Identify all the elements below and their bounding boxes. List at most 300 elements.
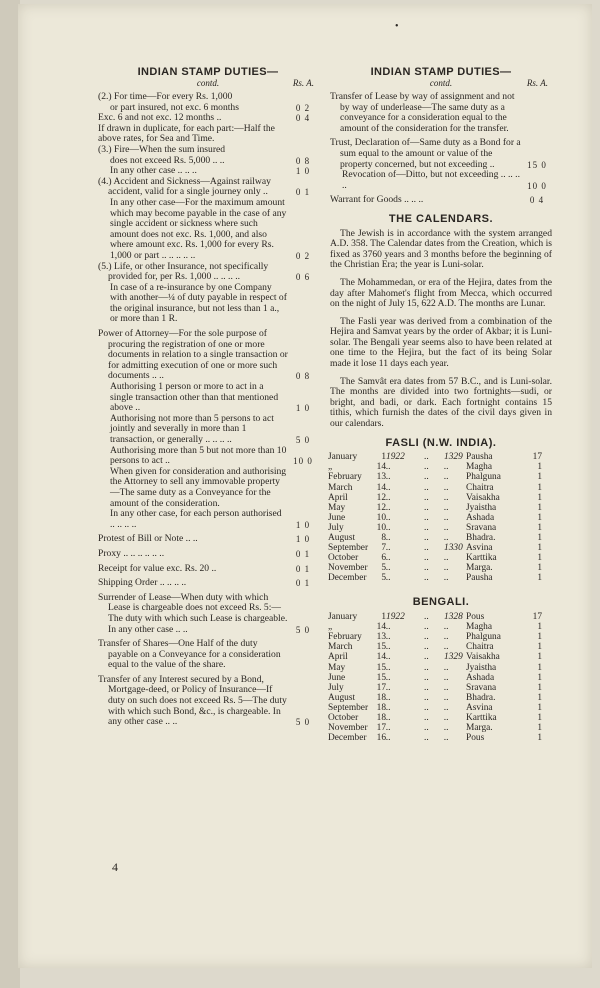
duty-entry (98, 446, 318, 467)
duty-entry (330, 92, 552, 134)
calendar-cell: .. (444, 672, 449, 683)
calendar-cell: 1 (537, 522, 542, 533)
right-contd: contd. (429, 78, 453, 88)
calendar-cell: .. (444, 532, 449, 543)
calendar-row (328, 493, 542, 503)
calendar-row (328, 513, 542, 523)
duty-text: Trust, Declaration of—Same duty as a Bond for a sum equal to the amount or value of the property concerned, but not exceeding .. (330, 137, 521, 170)
duty-text: In case of a re-insurance by one Company with another—¼ of duty payable in respect of the original insurance, but not less than 1 a., or more than 1 R. (110, 281, 287, 325)
duty-entry (98, 675, 318, 728)
duty-entry (98, 564, 318, 575)
calendar-cell: 1 (537, 573, 542, 584)
calendar-cell: Sravana (466, 682, 497, 693)
calendar-cell: .. (386, 682, 391, 693)
page-number: 4 (112, 860, 118, 874)
calendar-cell: Magha (466, 622, 493, 633)
calendar-cell: Bhadra. (466, 532, 496, 543)
calendar-cell: 1 (537, 662, 542, 673)
calendar-cell: .. (444, 632, 449, 643)
duty-entry (98, 92, 318, 103)
calendar-cell: .. (424, 482, 429, 493)
calendar-cell: Jyaistha (466, 502, 497, 513)
left-subheading (98, 78, 318, 88)
duty-text: In any other case, for each person authorised .. .. .. .. (110, 508, 282, 530)
calendar-row (328, 533, 542, 543)
calendar-cell: 1328 (444, 612, 463, 623)
calendar-cell: .. (444, 472, 449, 483)
duty-text: Transfer of Shares—One Half of the duty payable on a Conveyance for a consideration equal to the value of the share. (98, 638, 281, 671)
calendar-cell: .. (424, 492, 429, 503)
duty-text: Proxy .. .. .. .. .. .. (98, 547, 165, 559)
calendar-cell: 1 (537, 622, 542, 633)
calendar-cell: .. (444, 573, 449, 584)
calendar-cell: 1 (537, 733, 542, 744)
calendar-cell: Asvina (466, 702, 493, 713)
calendar-cell: 1 (537, 512, 542, 523)
duty-text: Exc. 6 and not exc. 12 months .. (98, 112, 222, 124)
duty-amount: 0 8 (295, 155, 311, 166)
duty-entry (330, 195, 552, 206)
duty-entry (98, 329, 318, 382)
calendar-row (328, 573, 542, 583)
calendar-cell: .. (424, 462, 429, 473)
duty-amount: 5 0 (295, 717, 311, 728)
calendar-cell: .. (424, 543, 429, 554)
duty-text: (5.) Life, or other Insurance, not specifically provided for, per Rs. 1,000 .. .. .. .. (98, 260, 269, 283)
duty-text: Surrender of Lease—When duty with which Lease is chargeable does not exceed Rs. 5:—The duty with which such Lease is chargeable. In any other case .. .. (98, 591, 288, 635)
duty-amount: 10 0 (293, 456, 313, 467)
duty-amount: 0 2 (295, 250, 311, 261)
calendars-heading: THE CALENDARS. (388, 212, 494, 225)
duty-entry (98, 414, 318, 446)
calendar-cell: Asvina (466, 543, 493, 554)
calendar-cell: 8 (381, 532, 386, 543)
calendar-cell: .. (424, 632, 429, 643)
calendar-cell: .. (444, 662, 449, 673)
duty-text: Authorising not more than 5 persons to act jointly and severally in more than 1 transaction, or generally .. .. .. .. (110, 412, 274, 445)
calendar-cell: „ (328, 462, 333, 473)
calendar-cell: .. (444, 563, 449, 574)
calendar-cell: .. (424, 532, 429, 543)
fasli-table (328, 452, 542, 583)
calendar-row (328, 713, 542, 723)
calendar-cell: 1 (537, 502, 542, 513)
calendar-cell: 1 (537, 632, 542, 643)
calendar-cell: Pausha (466, 573, 493, 584)
calendar-cell: .. (444, 522, 449, 533)
calendar-cell: .. (386, 482, 391, 493)
calendar-cell: .. (424, 652, 429, 663)
calendar-cell: .. (386, 522, 391, 533)
calendar-row (328, 663, 542, 673)
calendar-cell: „ (328, 622, 333, 633)
duty-text: Power of Attorney—For the sole purpose of procuring the registration of one or more documents in relation to a single transaction or for admitting execution of one or more such documents .. .. (98, 328, 288, 382)
calendar-cell: .. (424, 642, 429, 653)
calendar-cell: .. (386, 672, 391, 683)
calendar-cell: .. (424, 672, 429, 683)
calendar-cell: .. (386, 462, 391, 473)
duty-text: In any other case .. .. .. (110, 165, 197, 177)
calendar-cell: Bhadra. (466, 692, 496, 703)
page-mark: • (395, 21, 399, 32)
calendar-cell: 10 (376, 522, 386, 533)
calendar-cell: .. (424, 563, 429, 574)
calendar-cell: 13 (376, 472, 386, 483)
calendar-cell: .. (424, 573, 429, 584)
calendar-cell: .. (444, 512, 449, 523)
calendar-cell: April (328, 492, 348, 503)
calendar-row (328, 703, 542, 713)
calendar-row (328, 543, 542, 553)
duty-entry (98, 262, 318, 283)
calendar-cell: Karttika (466, 553, 497, 564)
calendar-cell: Marga. (466, 723, 493, 734)
calendar-cell: February (328, 632, 362, 643)
right-subheading (330, 78, 552, 88)
calendar-cell: .. (386, 553, 391, 564)
calendar-cell: 1 (537, 543, 542, 554)
calendar-cell: .. (386, 652, 391, 663)
calendar-row (328, 673, 542, 683)
calendar-cell: .. (386, 563, 391, 574)
calendar-cell: .. (444, 692, 449, 703)
calendar-row (328, 523, 542, 533)
calendar-cell: .. (444, 642, 449, 653)
calendar-cell: May (328, 502, 346, 513)
calendar-cell: Ashada (466, 512, 495, 523)
calendar-cell: 17 (532, 612, 542, 623)
duty-entry (98, 382, 318, 414)
calendar-cell: 1329 (444, 652, 463, 663)
calendar-cell: June (328, 512, 346, 523)
calendar-cell: .. (424, 502, 429, 513)
calendar-cell: Chaitra (466, 642, 494, 653)
calendar-cell: .. (424, 733, 429, 744)
calendar-cell: .. (386, 472, 391, 483)
calendar-cell: 12 (376, 492, 386, 503)
duty-amount: 0 8 (295, 371, 311, 382)
duty-text: does not exceed Rs. 5,000 .. .. (110, 154, 225, 166)
calendar-row (328, 462, 542, 472)
right-duty-list (330, 92, 552, 206)
calendar-cell: .. (444, 502, 449, 513)
calendar-row (328, 472, 542, 482)
duty-text: (4.) Accident and Sickness—Against railway accident, valid for a single journey only .. (98, 175, 271, 198)
duty-amount: 0 2 (295, 102, 311, 113)
calendar-cell: .. (386, 532, 391, 543)
calendar-cell: Sravana (466, 522, 497, 533)
calendar-cell: 1 (537, 563, 542, 574)
duty-entry (330, 138, 552, 170)
calendar-cell: .. (386, 642, 391, 653)
calendar-cell: 18 (376, 712, 386, 723)
calendar-cell: Phalguna (466, 472, 501, 483)
calendar-cell: .. (386, 733, 391, 744)
calendar-cell: July (328, 522, 344, 533)
calendar-cell: .. (424, 662, 429, 673)
calendar-cell: Ashada (466, 672, 495, 683)
page-binding-edge (0, 0, 20, 988)
calendar-cell: .. (444, 733, 449, 744)
calendar-cell: Karttika (466, 712, 497, 723)
calendar-cell: 15 (376, 642, 386, 653)
calendar-cell: December (328, 573, 367, 584)
calendar-cell: 17 (532, 452, 542, 463)
calendar-cell: 14 (376, 652, 386, 663)
calendar-cell: 5 (381, 573, 386, 584)
calendar-row (328, 612, 542, 622)
duty-text: Transfer of Lease by way of assignment and not by way of underlease—The same duty as a conveyance for a consideration equal to the amount of the consideration for the transfer. (330, 91, 515, 134)
calendar-cell: .. (444, 702, 449, 713)
duty-entry (330, 170, 552, 191)
calendar-cell: Vaisakha (466, 492, 500, 503)
calendar-cell: 1 (381, 452, 386, 463)
left-heading: INDIAN STAMP DUTIES— (137, 66, 279, 78)
bengali-table (328, 612, 542, 743)
calendar-cell: .. (444, 492, 449, 503)
duty-text: Authorising more than 5 but not more than 10 persons to act .. (110, 444, 287, 467)
calendar-cell: November (328, 723, 368, 734)
calendar-cell: .. (386, 502, 391, 513)
calendar-cell: 1 (537, 642, 542, 653)
calendar-cell: May (328, 662, 346, 673)
calendar-cell: Magha (466, 462, 493, 473)
calendar-cell: October (328, 553, 359, 564)
calendar-row (328, 642, 542, 652)
calendar-row (328, 632, 542, 642)
calendar-cell: 18 (376, 702, 386, 713)
calendar-cell: September (328, 702, 369, 713)
calendar-cell: 5 (381, 563, 386, 574)
calendar-cell: 1330 (444, 543, 463, 554)
calendar-cell: April (328, 652, 348, 663)
fasli-heading: FASLI (N.W. INDIA). (385, 436, 497, 449)
left-column (98, 66, 318, 728)
calendar-paragraph: The Samvât era dates from 57 B.C., and is Luni-solar. The months are divided into two fortnights—sudi, or bright, and badi, or dark. Each fortnight contains 15 tithis, which furnish the dates of the civil days given in our calendars. (330, 375, 552, 430)
calendar-cell: February (328, 472, 362, 483)
calendar-cell: .. (424, 622, 429, 633)
calendar-cell: January (328, 612, 358, 623)
calendar-cell: 1922 (386, 452, 405, 463)
calendar-cell: .. (386, 632, 391, 643)
calendar-cell: January (328, 452, 358, 463)
calendar-cell: .. (386, 512, 391, 523)
duty-entry (98, 124, 318, 145)
calendar-cell: .. (444, 553, 449, 564)
calendar-cell: .. (424, 553, 429, 564)
calendar-cell: 1 (537, 492, 542, 503)
calendar-cell: .. (424, 472, 429, 483)
calendar-cell: 1 (381, 612, 386, 623)
calendar-cell: Phalguna (466, 632, 501, 643)
duty-amount: 1 0 (295, 166, 311, 177)
calendar-cell: 18 (376, 692, 386, 703)
calendar-cell: .. (386, 543, 391, 554)
calendar-cell: .. (444, 723, 449, 734)
calendar-cell: 1 (537, 462, 542, 473)
calendar-cell: Pous (466, 612, 485, 623)
calendar-cell: .. (424, 512, 429, 523)
calendar-cell: 17 (376, 682, 386, 693)
calendar-cell: Chaitra (466, 482, 494, 493)
duty-entry (98, 534, 318, 545)
duty-text: Warrant for Goods .. .. .. (330, 194, 424, 206)
duty-entry (98, 177, 318, 198)
duty-text: Receipt for value exc. Rs. 20 .. (98, 562, 217, 574)
calendar-row (328, 622, 542, 632)
calendar-cell: 14 (376, 482, 386, 493)
calendar-cell: March (328, 482, 353, 493)
calendar-cell: .. (444, 712, 449, 723)
calendar-cell: March (328, 642, 353, 653)
duty-amount: 5 0 (295, 435, 311, 445)
calendar-cell: 14 (376, 622, 386, 633)
duty-text: Transfer of any Interest secured by a Bond, Mortgage-deed, or Policy of Insurance—If duty on such does not exceed Rs. 5—The duty with which such Bond, &c., is chargeable. In any other case .. .. (98, 673, 287, 728)
calendar-cell: .. (386, 662, 391, 673)
calendar-cell: 1 (537, 723, 542, 734)
calendar-row (328, 652, 542, 662)
calendar-cell: Pausha (466, 452, 493, 463)
calendar-cell: August (328, 532, 356, 543)
calendar-row (328, 693, 542, 703)
duty-text: or part insured, not exc. 6 months (110, 101, 239, 113)
calendar-cell: .. (424, 522, 429, 533)
duty-amount: 0 4 (529, 195, 545, 206)
calendar-cell: 17 (376, 723, 386, 734)
calendar-cell: Vaisakha (466, 652, 500, 663)
calendar-cell: Pous (466, 733, 485, 744)
calendar-cell: .. (444, 482, 449, 493)
left-duty-list (98, 92, 318, 728)
calendar-cell: .. (386, 712, 391, 723)
calendar-cell: .. (424, 682, 429, 693)
calendar-cell: .. (386, 702, 391, 713)
calendar-cell: .. (444, 682, 449, 693)
calendar-cell: 1 (537, 553, 542, 564)
calendars-text (330, 229, 552, 430)
duty-amount: 0 1 (295, 578, 311, 589)
calendar-row (328, 683, 542, 693)
calendar-cell: Jyaistha (466, 662, 497, 673)
calendar-cell: .. (424, 702, 429, 713)
duty-entry (98, 145, 318, 156)
calendar-cell: 6 (381, 553, 386, 564)
duty-amount: 0 1 (295, 548, 311, 559)
calendar-cell: 1 (537, 652, 542, 663)
duty-entry (98, 509, 318, 530)
duty-amount: 0 1 (295, 563, 311, 574)
duty-text: If drawn in duplicate, for each part:—Half the above rates, for Sea and Time. (98, 122, 275, 145)
calendar-cell: 1 (537, 532, 542, 543)
duty-entry (98, 467, 318, 509)
calendar-cell: November (328, 563, 368, 574)
calendar-cell: 1 (537, 482, 542, 493)
duty-amount: 10 0 (527, 180, 547, 191)
calendar-cell: August (328, 692, 356, 703)
calendar-paragraph: The Fasli year was derived from a combination of the Hejira and Samvat years by the order of Akbar; it is Luni-solar. The Bengali year seems also to have been related at one time to the Hejira, but the fact of its being Solar made it lose 11 days each year. (330, 315, 552, 370)
calendar-cell: 12 (376, 502, 386, 513)
calendar-cell: December (328, 733, 367, 744)
calendar-cell: .. (424, 612, 429, 623)
calendar-cell: 1922 (386, 612, 405, 623)
calendar-cell: October (328, 712, 359, 723)
bengali-heading: BENGALI. (412, 596, 470, 609)
calendar-row (328, 452, 542, 462)
duty-text: (2.) For time—For every Rs. 1,000 (98, 91, 233, 102)
duty-text: (3.) Fire—When the sum insured (98, 143, 226, 155)
calendar-cell: .. (386, 723, 391, 734)
duty-amount: 1 0 (295, 519, 311, 530)
duty-entry (98, 578, 318, 589)
left-currency-header: Rs. A. (292, 78, 314, 88)
duty-amount: 0 6 (295, 272, 311, 283)
duty-amount: 5 0 (295, 624, 311, 635)
calendar-paragraph: The Jewish is in accordance with the system arranged A.D. 358. The Calendar dates from the Creation, which is fixed as 3760 years and 3 months before the beginning of the Christian Era; the year is Luni-solar. (330, 227, 552, 271)
calendar-cell: 7 (381, 543, 386, 554)
duty-entry (98, 549, 318, 560)
duty-entry (98, 593, 318, 635)
duty-text: In any other case—For the maximum amount which may become payable in the case of any single accident or sickness where such amount does not exc. Rs. 1,000, and also where amount exc. Rs. 1,000 for every Rs. 1,000 or part .. .. .. .. .. (110, 196, 287, 261)
calendar-row (328, 483, 542, 493)
calendar-cell: .. (444, 622, 449, 633)
calendar-cell: 1 (537, 682, 542, 693)
calendar-cell: .. (424, 712, 429, 723)
calendar-row (328, 733, 542, 743)
duty-entry (98, 283, 318, 325)
duty-amount: 0 4 (295, 113, 311, 124)
calendar-cell: 1329 (444, 452, 463, 463)
calendar-cell: .. (444, 462, 449, 473)
calendar-cell: 1 (537, 702, 542, 713)
calendar-row (328, 503, 542, 513)
calendar-cell: 15 (376, 672, 386, 683)
left-contd: contd. (196, 78, 220, 88)
calendar-cell: 15 (376, 662, 386, 673)
duty-text: Authorising 1 person or more to act in a single transaction other than that mentioned above .. (110, 381, 279, 414)
calendar-cell: June (328, 672, 346, 683)
calendar-cell: 16 (376, 733, 386, 744)
calendar-cell: .. (424, 692, 429, 703)
duty-amount: 0 1 (295, 187, 311, 198)
calendar-cell: 10 (376, 512, 386, 523)
calendar-cell: 13 (376, 632, 386, 643)
calendar-row (328, 563, 542, 573)
duty-text: Protest of Bill or Note .. .. (98, 533, 198, 545)
duty-amount: 15 0 (527, 159, 547, 170)
calendar-cell: .. (386, 573, 391, 584)
calendar-cell: 1 (537, 672, 542, 683)
calendar-paragraph: The Mohammedan, or era of the Hejira, dates from the day after Mahomet's flight from Mecca, which occurred on the night of July 15, 622 A.D. The months are Lunar. (330, 276, 552, 310)
calendar-cell: 1 (537, 692, 542, 703)
calendar-cell: 14 (376, 462, 386, 473)
duty-entry (98, 639, 318, 671)
calendar-cell: Marga. (466, 563, 493, 574)
duty-amount: 1 0 (295, 403, 311, 414)
right-currency-header: Rs. A. (526, 78, 548, 88)
calendar-cell: .. (424, 723, 429, 734)
duty-amount: 1 0 (295, 534, 311, 545)
duty-text: Revocation of—Ditto, but not exceeding .. .. .. .. (342, 169, 520, 191)
duty-text: Shipping Order .. .. .. .. (98, 577, 187, 589)
calendar-cell: .. (386, 622, 391, 633)
calendar-row (328, 553, 542, 563)
calendar-cell: July (328, 682, 344, 693)
calendar-cell: .. (424, 452, 429, 463)
duty-text: When given for consideration and authorising the Attorney to sell any immovable property—The same duty as a Conveyance for the amount of the consideration. (110, 465, 287, 509)
duty-entry (98, 198, 318, 262)
calendar-cell: September (328, 543, 369, 554)
calendar-cell: .. (386, 692, 391, 703)
